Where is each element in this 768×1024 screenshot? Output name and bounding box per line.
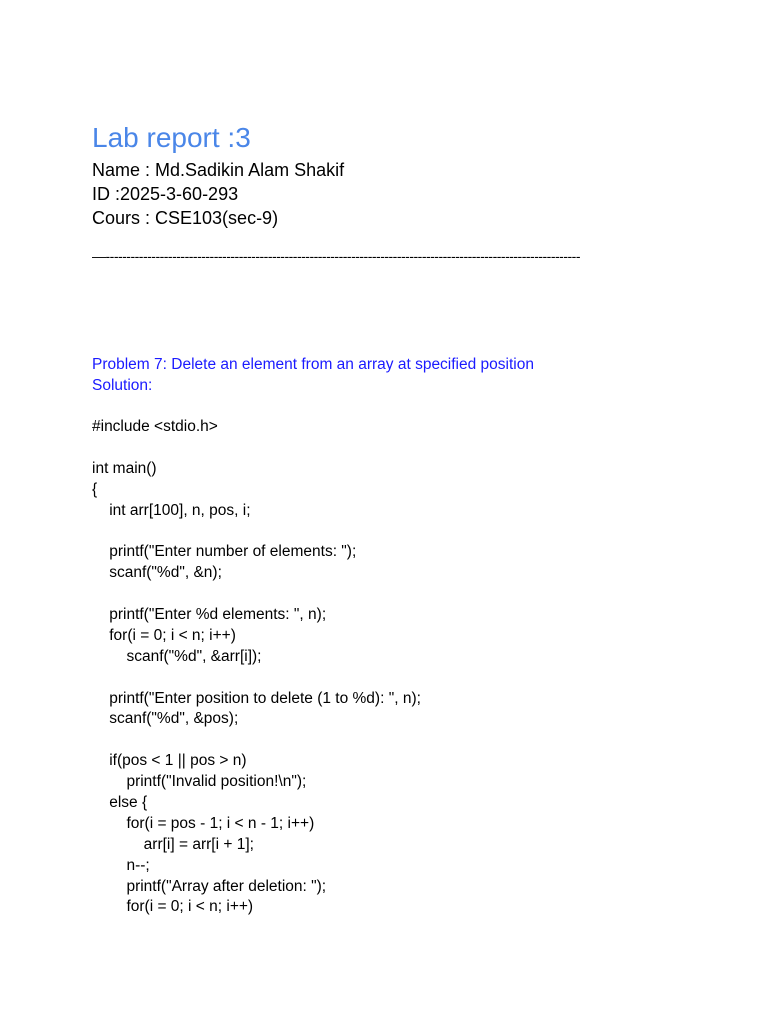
code-line: for(i = 0; i < n; i++) [92,626,236,644]
course-info: Cours : CSE103(sec-9) [92,208,279,228]
code-line: int main() [92,459,157,477]
code-block [92,417,421,918]
code-line: scanf("%d", &n); [92,564,222,582]
problem-heading: Problem 7: Delete an element from an array at specified position [92,356,534,373]
code-line: printf("Array after deletion: "); [92,877,327,895]
code-line [92,584,421,605]
code-line: else { [92,794,148,812]
code-line: printf("Enter position to delete (1 to %d): ", n); [92,689,421,707]
code-line: scanf("%d", &pos); [92,710,239,728]
code-line: scanf("%d", &arr[i]); [92,647,262,665]
code-line: printf("Enter %d elements: ", n); [92,606,327,624]
code-line [92,438,421,459]
student-name: Name : Md.Sadikin Alam Shakif [92,160,345,180]
code-line: for(i = 0; i < n; i++) [92,898,254,916]
code-line: printf("Invalid position!\n"); [92,773,307,791]
solution-label: Solution: [92,377,153,394]
code-line: #include <stdio.h> [92,418,218,435]
code-line: int arr[100], n, pos, i; [92,501,251,519]
code-line: for(i = pos - 1; i < n - 1; i++) [92,814,315,832]
student-id: ID :2025-3-60-293 [92,184,239,204]
code-line: arr[i] = arr[i + 1]; [92,835,254,853]
code-line [92,521,421,542]
report-title: Lab report :3 [92,122,251,153]
section-divider: —------------------------------------------------------------------------------------------------------------------ [92,248,580,264]
code-line [92,730,421,751]
code-line: if(pos < 1 || pos > n) [92,752,247,770]
code-line [92,668,421,689]
code-line: printf("Enter number of elements: "); [92,543,357,561]
code-line: { [92,480,98,498]
code-line: n--; [92,856,150,874]
